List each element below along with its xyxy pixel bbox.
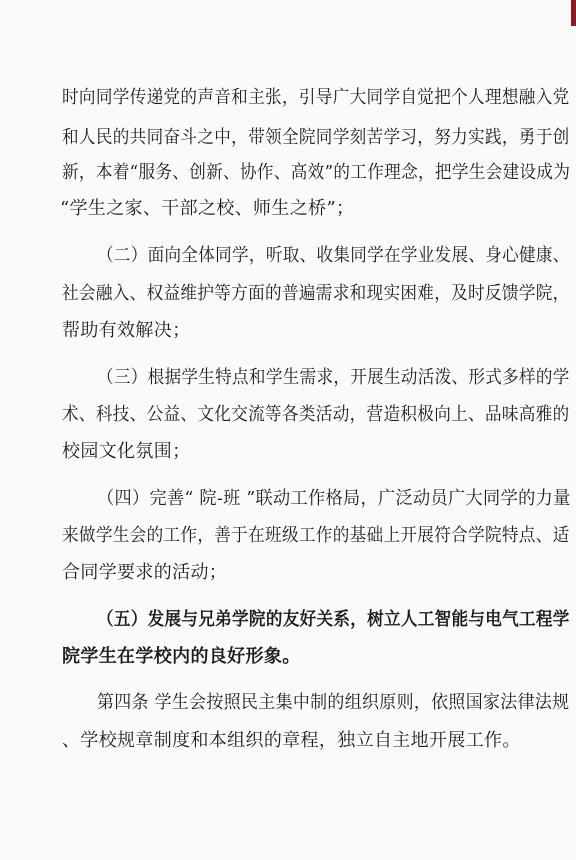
- text-line: 来做学生会的工作，善于在班级工作的基础上开展符合学院特点、适: [62, 525, 570, 546]
- text-line: “学生之家、干部之校、师生之桥”；: [60, 198, 355, 219]
- text-line: 校园文化氛围；: [62, 441, 191, 462]
- text-line: 院学生在学校内的良好形象。: [62, 646, 301, 667]
- text-line: 帮助有效解决；: [62, 320, 191, 341]
- text-line: 、学校规章制度和本组织的章程，独立自主地开展工作。: [62, 730, 521, 751]
- text-line: （五）发展与兄弟学院的友好关系，树立人工智能与电气工程学: [97, 609, 570, 630]
- text-line: 合同学要求的活动；: [62, 562, 228, 583]
- text-line: 新，本着“服务、创新、协作、高效”的工作理念，把学生会建设成为: [62, 162, 571, 183]
- text-line: 和人民的共同奋斗之中，带领全院同学刻苦学习，努力实践，勇于创: [62, 127, 570, 148]
- text-line: （四）完善“ 院-班 ”联动工作格局，广泛动员广大同学的力量: [97, 488, 571, 509]
- text-line: （二）面向全体同学，听取、收集同学在学业发展、身心健康、: [97, 245, 570, 266]
- text-line: 术、科技、公益、文化交流等各类活动，营造积极向上、品味高雅的: [62, 404, 570, 425]
- text-line: （三）根据学生特点和学生需求，开展生动活泼、形式多样的学: [97, 367, 570, 388]
- text-line: 社会融入、权益维护等方面的普遍需求和现实困难，及时反馈学院，: [62, 283, 570, 304]
- text-line: 第四条 学生会按照民主集中制的组织原则，依照国家法律法规: [97, 692, 570, 713]
- text-line: 时向同学传递党的声音和主张，引导广大同学自觉把个人理想融入党: [62, 87, 570, 108]
